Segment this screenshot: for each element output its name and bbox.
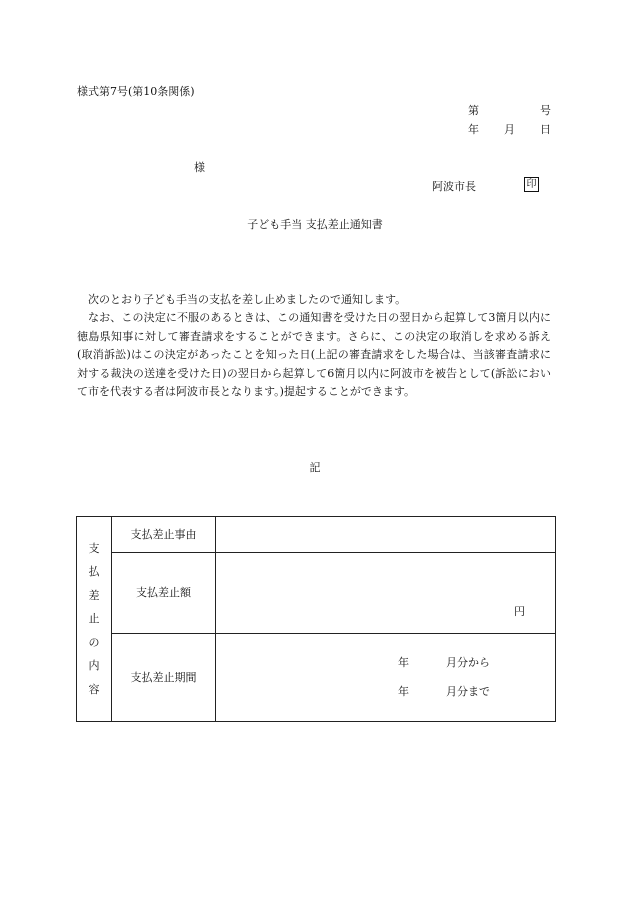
addressee-honorific: 様 — [194, 161, 205, 174]
table-row-amount — [77, 553, 556, 633]
vertical-header-cell — [77, 517, 112, 722]
table-row-period — [77, 633, 556, 721]
details-table — [76, 516, 556, 722]
vertical-header-char: 容 — [88, 682, 100, 696]
date-day-label: 日 — [540, 123, 551, 136]
vertical-header-char: 止 — [88, 612, 100, 626]
reason-value-cell[interactable] — [216, 517, 556, 553]
period-label: 支払差止期間 — [112, 633, 216, 721]
date-month-label: 月 — [504, 123, 515, 136]
reason-label: 支払差止事由 — [112, 517, 216, 553]
amount-label: 支払差止額 — [112, 553, 216, 633]
seal-mark: 印 — [524, 177, 539, 192]
body-paragraph-1: 次のとおり子ども手当の支払を差し止めましたので通知します。 — [88, 293, 407, 306]
vertical-header-char: 内 — [88, 659, 100, 673]
amount-value-cell[interactable] — [216, 553, 556, 633]
date-year-label: 年 — [468, 123, 479, 136]
period-from-month: 月分から — [446, 655, 490, 669]
vertical-header-char: 払 — [88, 565, 100, 579]
period-from-year: 年 — [398, 655, 409, 669]
period-value-cell[interactable] — [216, 633, 556, 721]
body-text — [77, 291, 551, 401]
vertical-header-char: 差 — [88, 588, 100, 602]
vertical-header-char: の — [88, 635, 100, 649]
period-to-line — [216, 684, 555, 698]
period-from-line — [216, 655, 555, 669]
form-number: 様式第7号(第10条関係) — [77, 85, 195, 98]
issuer-name: 阿波市長 — [432, 180, 476, 193]
document-number-suffix: 号 — [540, 104, 551, 117]
amount-unit: 円 — [514, 605, 525, 619]
period-to-month: 月分まで — [446, 684, 490, 698]
document-title: 子ども手当 支払差止通知書 — [247, 218, 383, 231]
body-paragraph-2: なお、この決定に不服のあるときは、この通知書を受けた日の翌日から起算して3箇月以内に徳島県知事に対して審査請求をすることができます。さらに、この決定の取消しを求める訴え(取消訴訟)はこの決定があったことを知った日(上記の審査請求をした場合は、当該審査請求に対する裁決の送達を受けた日)の翌日から起算して6箇月以内に阿波市を被告として(訴訟において市を代表する者は阿波市長となります。)提起することができます。 — [77, 311, 551, 399]
document-number-prefix: 第 — [468, 104, 479, 117]
vertical-header-char: 支 — [88, 541, 100, 555]
period-to-year: 年 — [398, 684, 409, 698]
table-row-reason — [77, 517, 556, 553]
ki-heading: 記 — [309, 461, 321, 474]
